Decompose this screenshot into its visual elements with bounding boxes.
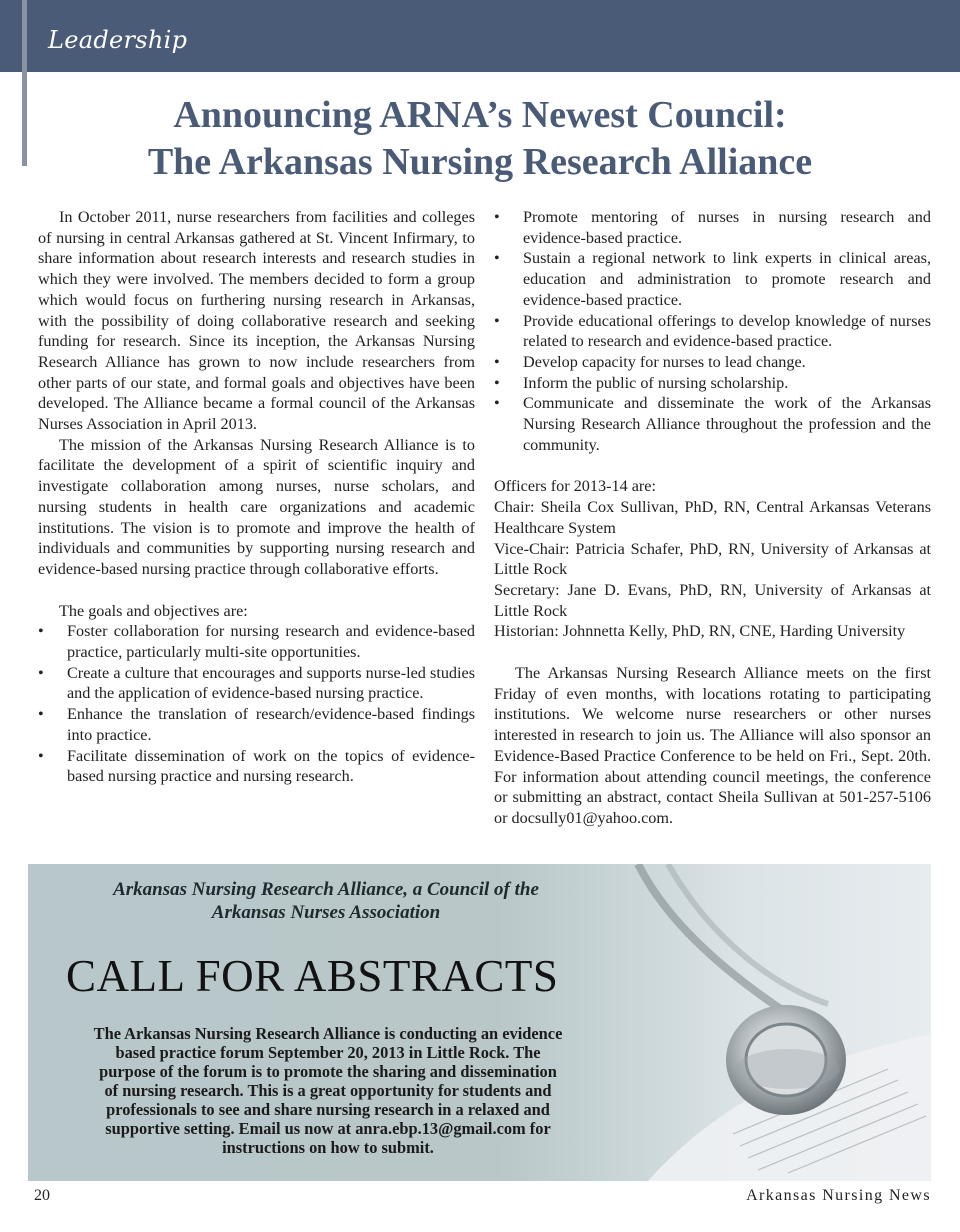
ad-headline: CALL FOR ABSTRACTS	[66, 951, 559, 1001]
intro-paragraph: In October 2011, nurse researchers from facilities and colleges of nursing in central Arkansas gathered at St. Vincent Infirmary, to share information about research interests and research studies in which they were involved. The members decided to form a group which would focus on furthering nursing research in Arkansas, with the possibility of doing collaborative research and seeking funding for research. Since its inception, the Arkansas Nursing Research Alliance has grown to now include researchers from other parts of our state, and formal goals and objectives have been developed. The Alliance became a formal council of the Arkansas Nurses Association in April 2013.	[38, 208, 475, 434]
goal-text: Inform the public of nursing scholarship.	[523, 373, 789, 392]
left-column	[38, 207, 475, 787]
ad-body-line: supportive setting. Email us now at anra.ebp.13@gmail.com for	[105, 1119, 551, 1138]
bullet-icon: •	[38, 746, 44, 765]
goal-item	[494, 311, 931, 352]
bullet-icon: •	[38, 705, 44, 724]
goal-item	[494, 207, 931, 248]
right-column	[494, 207, 931, 829]
goal-item	[38, 621, 475, 662]
ad-body-line: The Arkansas Nursing Research Alliance is conducting an evidence	[93, 1024, 563, 1043]
bullet-icon: •	[494, 311, 500, 330]
bullet-icon: •	[38, 663, 44, 682]
call-for-abstracts-ad	[28, 864, 931, 1181]
mission-paragraph: The mission of the Arkansas Nursing Research Alliance is to facilitate the development of a spirit of scientific inquiry and investigate collaboration among nurses, nurse scholars, and nursing students in health care organizations and academic institutions. The vision is to promote and improve the health of individuals and communities by supporting nursing research and evidence-based nursing practice through collaborative efforts.	[38, 435, 475, 578]
goal-text: Enhance the translation of research/evidence-based findings into practice.	[67, 705, 475, 744]
officer-chair: Chair: Sheila Cox Sullivan, PhD, RN, Central Arkansas Veterans Healthcare System	[494, 498, 931, 537]
goal-item	[494, 373, 931, 394]
goal-text: Facilitate dissemination of work on the topics of evidence-based nursing practice and nursing research.	[67, 746, 475, 786]
closing-paragraph: The Arkansas Nursing Research Alliance meets on the first Friday of even months, with locations rotating to participating institutions. We welcome nurse researchers or other nurses interested in research to join us. The Alliance will also sponsor an Evidence-Based Practice Conference to be held on Fri., Sept. 20th. For information about attending council meetings, the conference or submitting an abstract, contact Sheila Sullivan at 501-257-5106 or docsully01@yahoo.com.	[494, 664, 931, 827]
goal-item	[494, 248, 931, 310]
ad-body-line: based practice forum September 20, 2013 in Little Rock. The	[115, 1043, 541, 1062]
officer-secretary: Secretary: Jane D. Evans, PhD, RN, University of Arkansas at Little Rock	[494, 580, 931, 620]
section-label: Leadership	[48, 26, 188, 54]
bullet-icon: •	[494, 249, 500, 268]
bullet-icon: •	[494, 352, 500, 371]
ad-body-line: instructions on how to submit.	[222, 1138, 434, 1157]
publication-name: Arkansas Nursing News	[746, 1187, 931, 1204]
ad-body	[58, 1024, 598, 1157]
goal-item	[38, 663, 475, 704]
goal-item	[38, 746, 475, 787]
article-title	[30, 92, 930, 186]
officer-vice-chair: Vice-Chair: Patricia Schafer, PhD, RN, University of Arkansas at Little Rock	[494, 539, 931, 579]
goal-item	[38, 704, 475, 745]
goals-intro: The goals and objectives are:	[59, 601, 248, 620]
goal-text: Promote mentoring of nurses in nursing research and evidence-based practice.	[523, 208, 931, 247]
ad-body-line: purpose of the forum is to promote the sharing and dissemination	[99, 1062, 557, 1081]
goal-text: Provide educational offerings to develop knowledge of nurses related to research and evidence-based practice.	[523, 311, 931, 351]
officers-intro: Officers for 2013-14 are:	[494, 477, 656, 496]
page-number: 20	[34, 1187, 50, 1204]
goal-text: Communicate and disseminate the work of the Arkansas Nursing Research Alliance throughout the profession and the community.	[523, 394, 931, 454]
officer-historian: Historian: Johnnetta Kelly, PhD, RN, CNE, Harding University	[494, 622, 906, 641]
ad-subtitle-line-2: Arkansas Nurses Association	[211, 902, 441, 923]
bullet-icon: •	[494, 208, 500, 226]
ad-subtitle	[66, 878, 586, 924]
header-accent-bar	[22, 0, 27, 166]
goal-item	[494, 352, 931, 373]
ad-body-line: professionals to see and share nursing research in a relaxed and	[106, 1100, 550, 1119]
bullet-icon: •	[494, 373, 500, 392]
article-title-line-1: Announcing ARNA’s Newest Council:	[173, 94, 787, 136]
ad-subtitle-line-1: Arkansas Nursing Research Alliance, a Council of the	[113, 879, 539, 900]
bullet-icon: •	[494, 394, 500, 413]
goal-text: Sustain a regional network to link experts in clinical areas, education and administration to promote research and evidence-based practice.	[523, 249, 931, 309]
goal-text: Develop capacity for nurses to lead change.	[523, 352, 806, 371]
bullet-icon: •	[38, 622, 44, 641]
article-title-line-2: The Arkansas Nursing Research Alliance	[147, 141, 813, 183]
goal-text: Create a culture that encourages and supports nurse-led studies and the application of evidence-based nursing practice.	[67, 663, 475, 703]
goal-text: Foster collaboration for nursing research and evidence-based practice, particularly multi-site opportunities.	[67, 622, 475, 662]
ad-body-line: of nursing research. This is a great opportunity for students and	[104, 1081, 552, 1100]
goal-item	[494, 393, 931, 455]
